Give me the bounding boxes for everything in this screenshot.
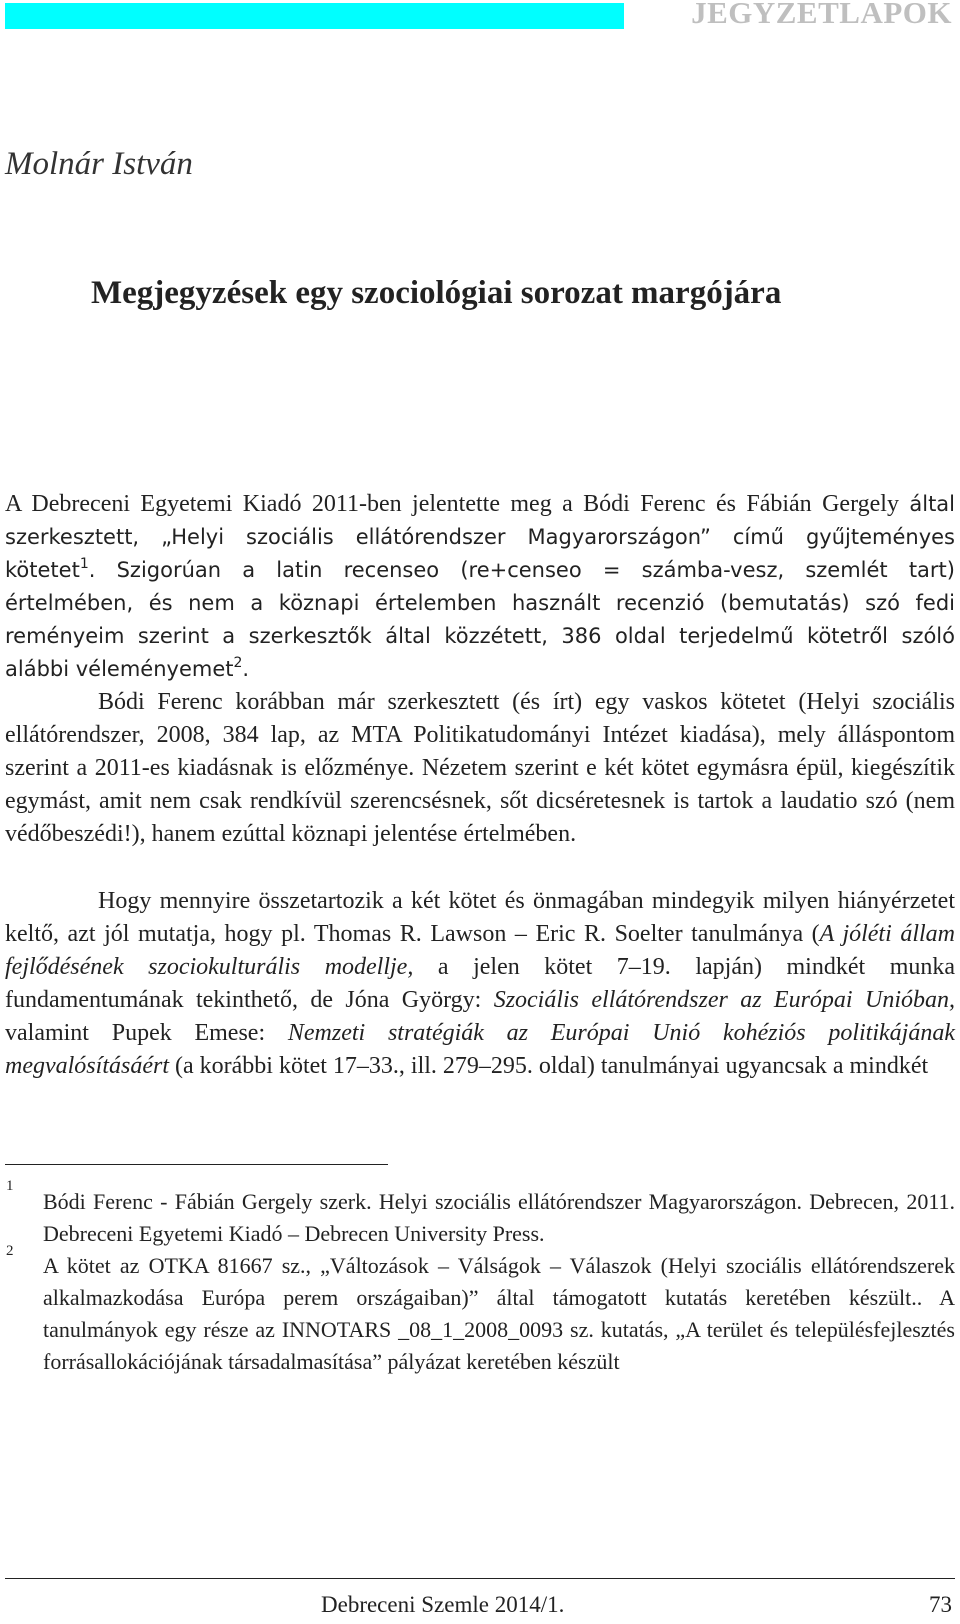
section-label: JEGYZETLAPOK <box>691 0 952 30</box>
paragraph-3-italic-3: Nemzeti stratégiák az Európai Unió kohéziós politikájának megvalósításáért <box>5 1020 955 1079</box>
paragraph-3-text-c: valamint Pupek Emese: <box>5 1020 288 1046</box>
paragraph-3 <box>5 885 955 1083</box>
article-title: Megjegyzések egy szociológiai sorozat margójára <box>91 275 782 311</box>
footnote-2-number: 2 <box>6 1243 14 1259</box>
footnote-1-number: 1 <box>6 1178 14 1194</box>
paragraph-3-text-a: Hogy mennyire összetartozik a két kötet és önmagában mindegyik milyen hiányérzetet keltő, azt jól mutatja, hogy pl. Thomas R. Lawson – Eric R. Soelter tanulmánya ( <box>5 888 955 947</box>
paragraph-2: Bódi Ferenc korábban már szerkesztett (és írt) egy vaskos kötetet (Helyi szociális ellátórendszer, 2008, 384 lap, az MTA Politikatudományi Intézet kiadása), mely álláspontom szerint a 2011-es kiadásnak is előzménye. Nézetem szerint e két kötet egymásra épül, kiegészítik egymást, amit nem csak rendkívül szerencsésnek, sőt dicséretesnek is tartok a laudatio szó (nem védőbeszédi!), hanem ezúttal köznapi jelentése értelmében. <box>5 689 955 847</box>
paragraph-1-text-a: A Debreceni Egyetemi Kiadó 2011-ben jelentette meg a Bódi Ferenc és Fábián Gergely <box>5 491 910 517</box>
paragraph-1-text-d: . <box>242 657 250 681</box>
paragraph-3-text-d: (a korábbi kötet 17–33., ill. 279–295. oldal) tanulmányai ugyancsak a mindkét <box>168 1053 929 1079</box>
footnote-ref-2[interactable]: 2 <box>233 655 243 671</box>
article-author: Molnár István <box>5 146 193 182</box>
footer-separator <box>5 1578 955 1579</box>
page-number: 73 <box>929 1592 952 1617</box>
footnote-2-text: A kötet az OTKA 81667 sz., „Változások – Válságok – Válaszok (Helyi szociális ellátórendszerek alkalmazkodása Európa perem országaiban)” által támogatott kutatás keretében készült.. A tanulmányok egy része az INNOTARS _08_1_2008_0093 sz. kutatás, „A terület és településfejlesztés forrásallokációjának társadalmasítása” pályázat keretében készült <box>43 1253 955 1374</box>
paragraph-3-text-b: a jelen kötet 7–19. lapján) mindkét munka fundamentumának tekinthető, de Jóna György: <box>5 954 956 1013</box>
paragraph-3-italic-1: A jóléti állam fejlődésének szociokulturális modellje, <box>5 921 956 980</box>
paragraph-1-text-b: által szerkesztett, „Helyi szociális ellátórendszer Magyarországon” című gyűjteményes kötetet <box>5 492 955 582</box>
paragraph-3-italic-2: Szociális ellátórendszer az Európai Unióban, <box>493 987 955 1013</box>
journal-citation: Debreceni Szemle 2014/1. <box>321 1592 565 1617</box>
footnote-separator <box>5 1164 388 1165</box>
header-color-band <box>5 3 624 29</box>
footnote-1-text: Bódi Ferenc - Fábián Gergely szerk. Helyi szociális ellátórendszer Magyarországon. Debrecen, 2011. Debreceni Egyetemi Kiadó – Debrecen University Press. <box>43 1189 955 1246</box>
paragraph-1 <box>5 488 955 686</box>
footnote-ref-1[interactable]: 1 <box>79 556 89 572</box>
paragraph-1-text-c: . Szigorúan a latin recenseo (re+censeo = számba-vesz, szemlét tart) értelmében, és nem a köznapi értelemben használt recenzió (bemutatás) szó fedi reményeim szerint a szerkesztők által közzétett, 386 oldal terjedelmű kötetről szóló alábbi véleményemet <box>5 558 955 681</box>
